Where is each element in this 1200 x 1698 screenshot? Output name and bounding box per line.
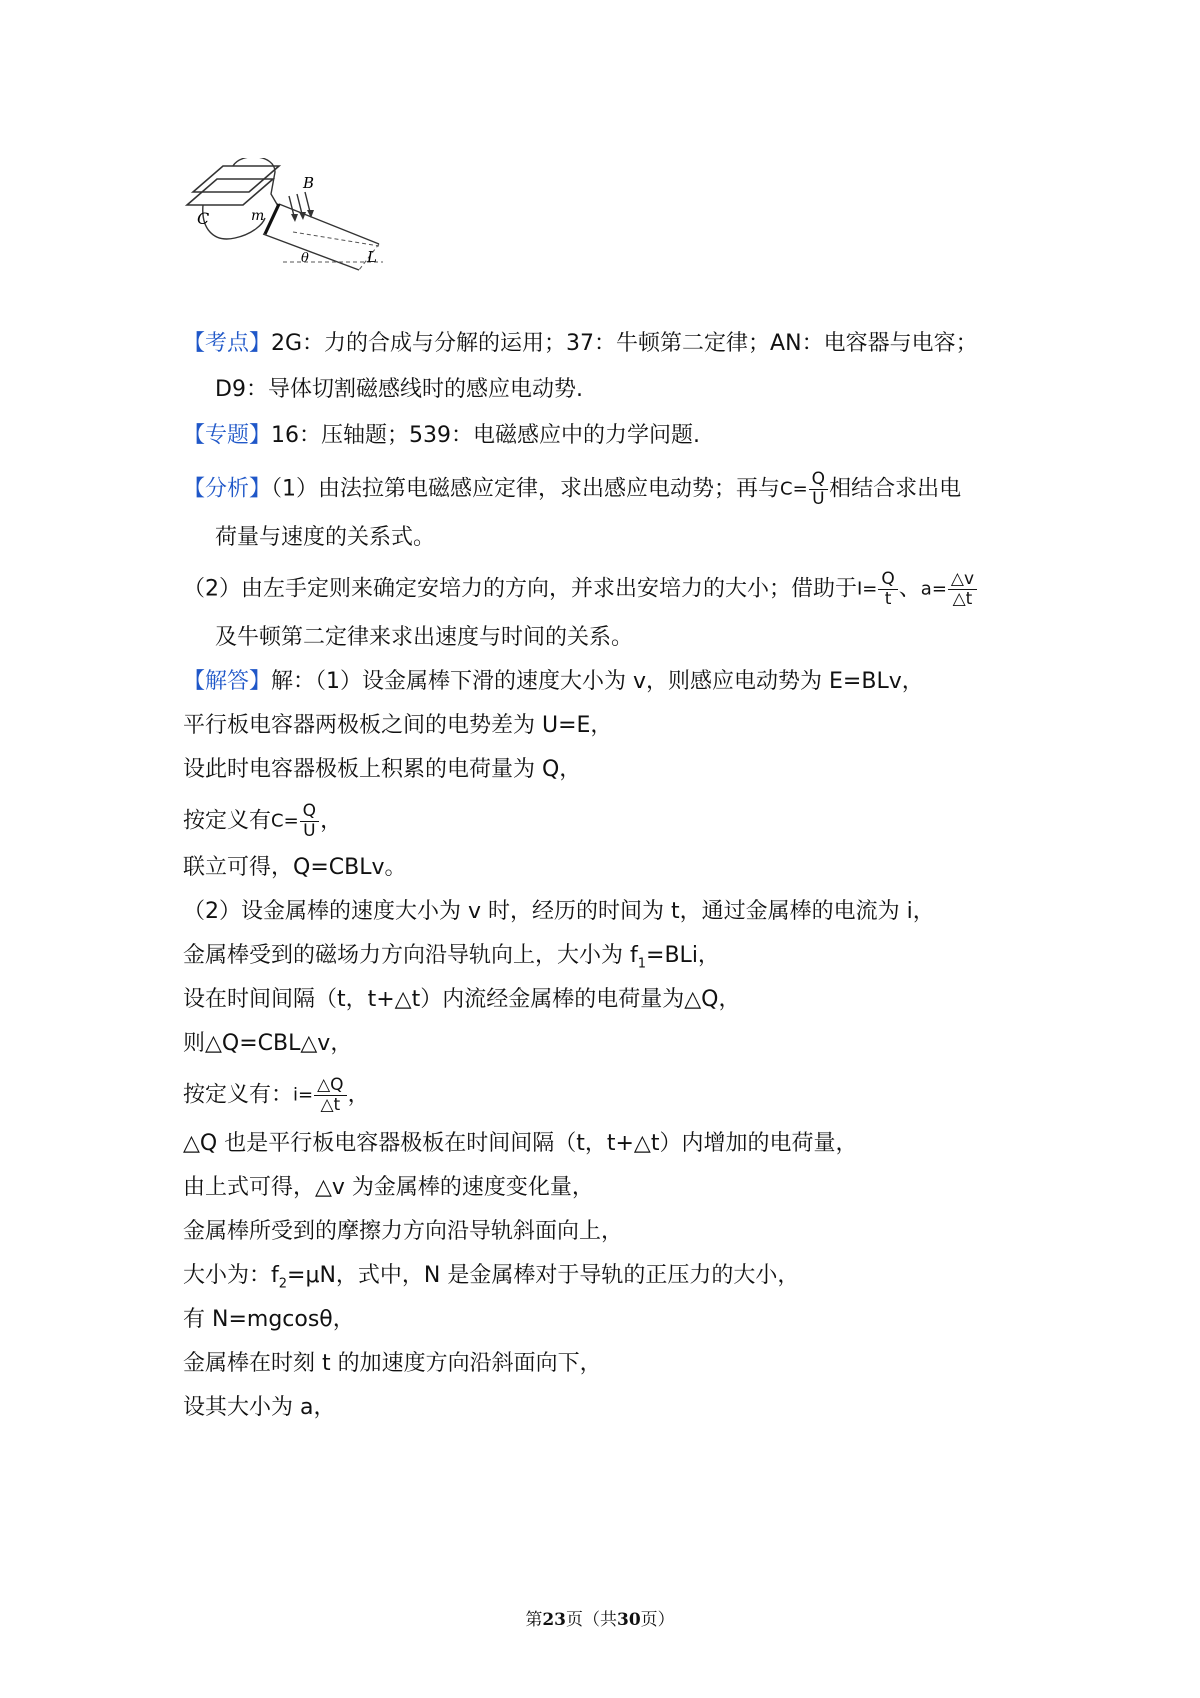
label-B: B [303, 174, 315, 192]
label-m: m [251, 208, 265, 224]
footer-mid: 页（共 [566, 1610, 617, 1630]
fenxi-tag: 【分析】 [183, 476, 272, 502]
formula-lhs: I= [857, 578, 878, 600]
jieda-line-9: 则△Q=CBL△v， [183, 1031, 353, 1056]
formula-separator: 、 [898, 576, 921, 602]
label-theta: θ [301, 251, 309, 266]
page-footer [0, 1605, 1200, 1630]
jieda-line-13: 金属棒所受到的摩擦力方向沿导轨斜面向上， [183, 1219, 624, 1244]
jieda-line-10 [183, 1076, 370, 1115]
fraction-dq-over-dt [314, 1076, 346, 1115]
jieda-line-4 [183, 802, 342, 841]
footer-page-number: 23 [542, 1610, 566, 1630]
footer-pre: 第 [525, 1610, 543, 1630]
jieda-line-7 [183, 942, 720, 978]
fraction-denominator: U [812, 489, 825, 509]
upper-wire [233, 158, 278, 206]
footer-total-pages: 30 [617, 1610, 641, 1630]
field-arrow-head [291, 214, 298, 222]
jieda-line-5: 联立可得，Q=CBLv。 [183, 855, 407, 880]
fraction-denominator: △t [320, 1095, 341, 1115]
capacitor-incline-figure [183, 158, 413, 278]
jieda-line-6: （2）设金属棒的速度大小为 v 时，经历的时间为 t，通过金属棒的电流为 i， [183, 899, 935, 924]
fraction-dv-over-dt [948, 570, 977, 609]
jieda-line-8: 设在时间间隔（t，t+△t）内流经金属棒的电荷量为△Q， [183, 987, 741, 1012]
field-arrow-head [299, 212, 306, 220]
footer-post: 页） [640, 1610, 675, 1630]
jieda-text-14a: 大小为：f [183, 1263, 279, 1288]
fenxi-text-1b: 相结合求出电 [829, 476, 962, 502]
jieda-line-17: 设其大小为 a， [183, 1395, 336, 1420]
fraction-q-over-t [878, 570, 897, 609]
jieda-line-1 [183, 668, 924, 696]
subscript: 2 [278, 1276, 288, 1292]
fraction-numerator: Q [878, 570, 897, 590]
fraction-denominator: △t [952, 589, 973, 609]
kaodian-line-2: D9：导体切割磁感线时的感应电动势. [215, 377, 583, 402]
jieda-line-16: 金属棒在时刻 t 的加速度方向沿斜面向下， [183, 1351, 602, 1376]
jieda-text-7b: =BLi， [646, 943, 720, 968]
kaodian-text-1: 2G：力的合成与分解的运用；37：牛顿第二定律；AN：电容器与电容； [271, 331, 978, 356]
fraction-numerator: Q [300, 802, 319, 822]
zhuanti-text: 16：压轴题；539：电磁感应中的力学问题. [271, 423, 700, 448]
formula-lhs: C= [780, 478, 808, 500]
fraction-numerator: Q [809, 470, 828, 490]
metal-rod [265, 204, 279, 234]
lower-rail [263, 234, 359, 270]
jieda-text-7a: 金属棒受到的磁场力方向沿导轨向上，大小为 f [183, 943, 638, 968]
fraction-denominator: U [303, 821, 316, 841]
jieda-line-15: 有 N=mgcosθ， [183, 1307, 355, 1332]
fenxi-line-2: 荷量与速度的关系式。 [215, 525, 436, 550]
jieda-line-2: 平行板电容器两极板之间的电势差为 U=E， [183, 713, 613, 738]
kaodian-line-1 [183, 330, 978, 358]
fraction-q-over-u [809, 470, 828, 509]
fraction-q-over-u [300, 802, 319, 841]
formula-lhs: i= [293, 1084, 314, 1106]
kaodian-tag: 【考点】 [183, 331, 272, 356]
field-arrow-head [307, 210, 314, 218]
fraction-denominator: t [884, 589, 892, 609]
jieda-line-14 [183, 1262, 799, 1298]
jieda-line-3: 设此时电容器极板上积累的电荷量为 Q， [183, 757, 582, 782]
fraction-numerator: △v [948, 570, 977, 590]
zhuanti-tag: 【专题】 [183, 423, 272, 448]
fenxi-text-1a: （1）由法拉第电磁感应定律，求出感应电动势；再与 [271, 476, 781, 502]
jieda-text-10a: 按定义有： [183, 1082, 294, 1108]
formula-lhs: a= [920, 578, 947, 600]
jieda-line-12: 由上式可得，△v 为金属棒的速度变化量， [183, 1175, 594, 1200]
fenxi-line-3 [183, 570, 978, 609]
fenxi-text-2a: （2）由左手定则来确定安培力的方向，并求出安培力的大小；借助于 [183, 576, 857, 602]
jieda-tag: 【解答】 [183, 669, 272, 694]
label-L: L [367, 248, 377, 266]
jieda-line-11: △Q 也是平行板电容器极板在时间间隔（t，t+△t）内增加的电荷量， [183, 1131, 858, 1156]
formula-lhs: C= [271, 810, 299, 832]
fraction-numerator: △Q [314, 1076, 346, 1096]
fenxi-line-4: 及牛顿第二定律来求出速度与时间的关系。 [215, 625, 634, 650]
fenxi-line-1 [183, 470, 961, 509]
label-C: C [197, 209, 210, 228]
zhuanti-line [183, 422, 700, 450]
jieda-text-1: 解：（1）设金属棒下滑的速度大小为 v，则感应电动势为 E=BLv， [271, 669, 924, 694]
jieda-text-4a: 按定义有 [183, 808, 272, 834]
jieda-text-10b: ， [347, 1082, 370, 1108]
subscript: 1 [637, 956, 647, 972]
jieda-text-4b: ， [320, 808, 343, 834]
jieda-text-14b: =μN，式中，N 是金属棒对于导轨的正压力的大小， [287, 1263, 800, 1288]
